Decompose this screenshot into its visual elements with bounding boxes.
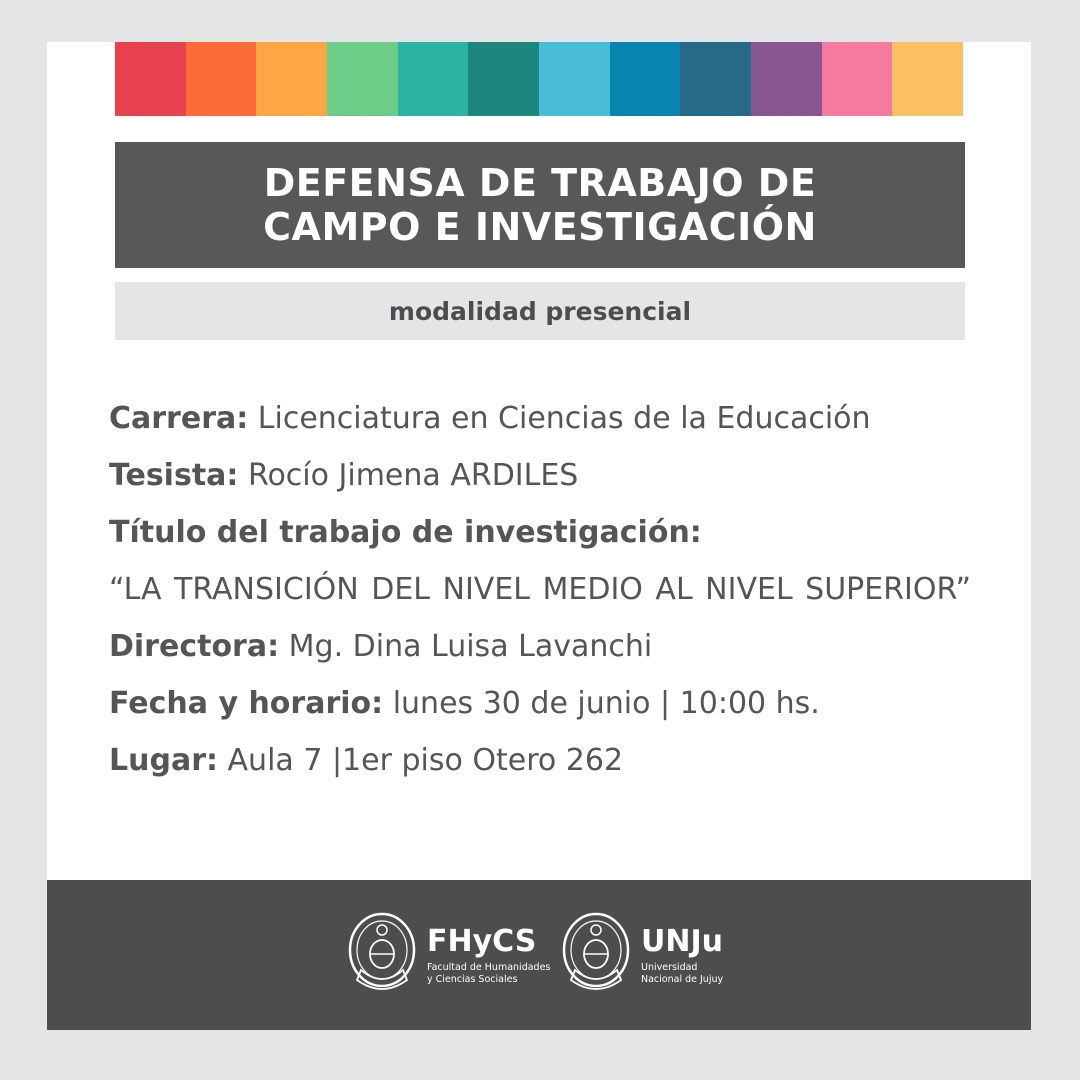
color-stripe (398, 42, 469, 116)
modality-subtitle: modalidad presencial (388, 296, 692, 326)
directora-value: Mg. Dina Luisa Lavanchi (288, 629, 653, 664)
titulo-row (109, 504, 971, 561)
lugar-row (109, 732, 971, 789)
tesista-row (109, 447, 971, 504)
color-stripe (186, 42, 257, 116)
title-line-1: DEFENSA DE TRABAJO DE (263, 161, 817, 205)
color-stripe (751, 42, 822, 116)
university-seal-icon (347, 910, 417, 1002)
page-title (263, 161, 817, 249)
title-line-2: CAMPO E INVESTIGACIÓN (263, 205, 817, 249)
directora-label: Directora: (109, 629, 280, 664)
carrera-label: Carrera: (109, 401, 249, 436)
unju-subtitle: Universidad Nacional de Jujuy (641, 962, 724, 985)
footer-bar (47, 880, 1031, 1030)
lugar-label: Lugar: (109, 743, 218, 778)
university-seal-icon (561, 910, 631, 1002)
fhycs-name: FHyCS (427, 924, 537, 959)
subtitle-banner (115, 282, 965, 340)
carrera-value: Licenciatura en Ciencias de la Educación (257, 401, 871, 436)
fhycs-subtitle: Facultad de Humanidades y Ciencias Sociales (427, 962, 551, 985)
fecha-value: lunes 30 de junio | 10:00 hs. (392, 686, 820, 721)
tesista-label: Tesista: (109, 458, 239, 493)
color-stripe (892, 42, 963, 116)
unju-name: UNJu (641, 924, 723, 959)
color-stripe (539, 42, 610, 116)
color-stripe (327, 42, 398, 116)
fhycs-logo (347, 910, 550, 1002)
titulo-value: “LA TRANSICIÓN DEL NIVEL MEDIO AL NIVEL SUPERIOR” (109, 572, 971, 607)
color-stripe (468, 42, 539, 116)
tesista-value: Rocío Jimena ARDILES (247, 458, 579, 493)
directora-row (109, 618, 971, 675)
carrera-row (109, 390, 971, 447)
fecha-row (109, 675, 971, 732)
flyer-card (47, 42, 1031, 1030)
title-banner (115, 142, 965, 268)
color-stripe (680, 42, 751, 116)
unju-logo (561, 910, 723, 1002)
lugar-value: Aula 7 |1er piso Otero 262 (227, 743, 624, 778)
color-stripe (822, 42, 893, 116)
event-details (109, 390, 971, 789)
color-stripe (256, 42, 327, 116)
fecha-label: Fecha y horario: (109, 686, 384, 721)
titulo-label: Título del trabajo de investigación: (109, 515, 702, 550)
color-stripe-bar (115, 42, 963, 116)
color-stripe (115, 42, 186, 116)
color-stripe (610, 42, 681, 116)
